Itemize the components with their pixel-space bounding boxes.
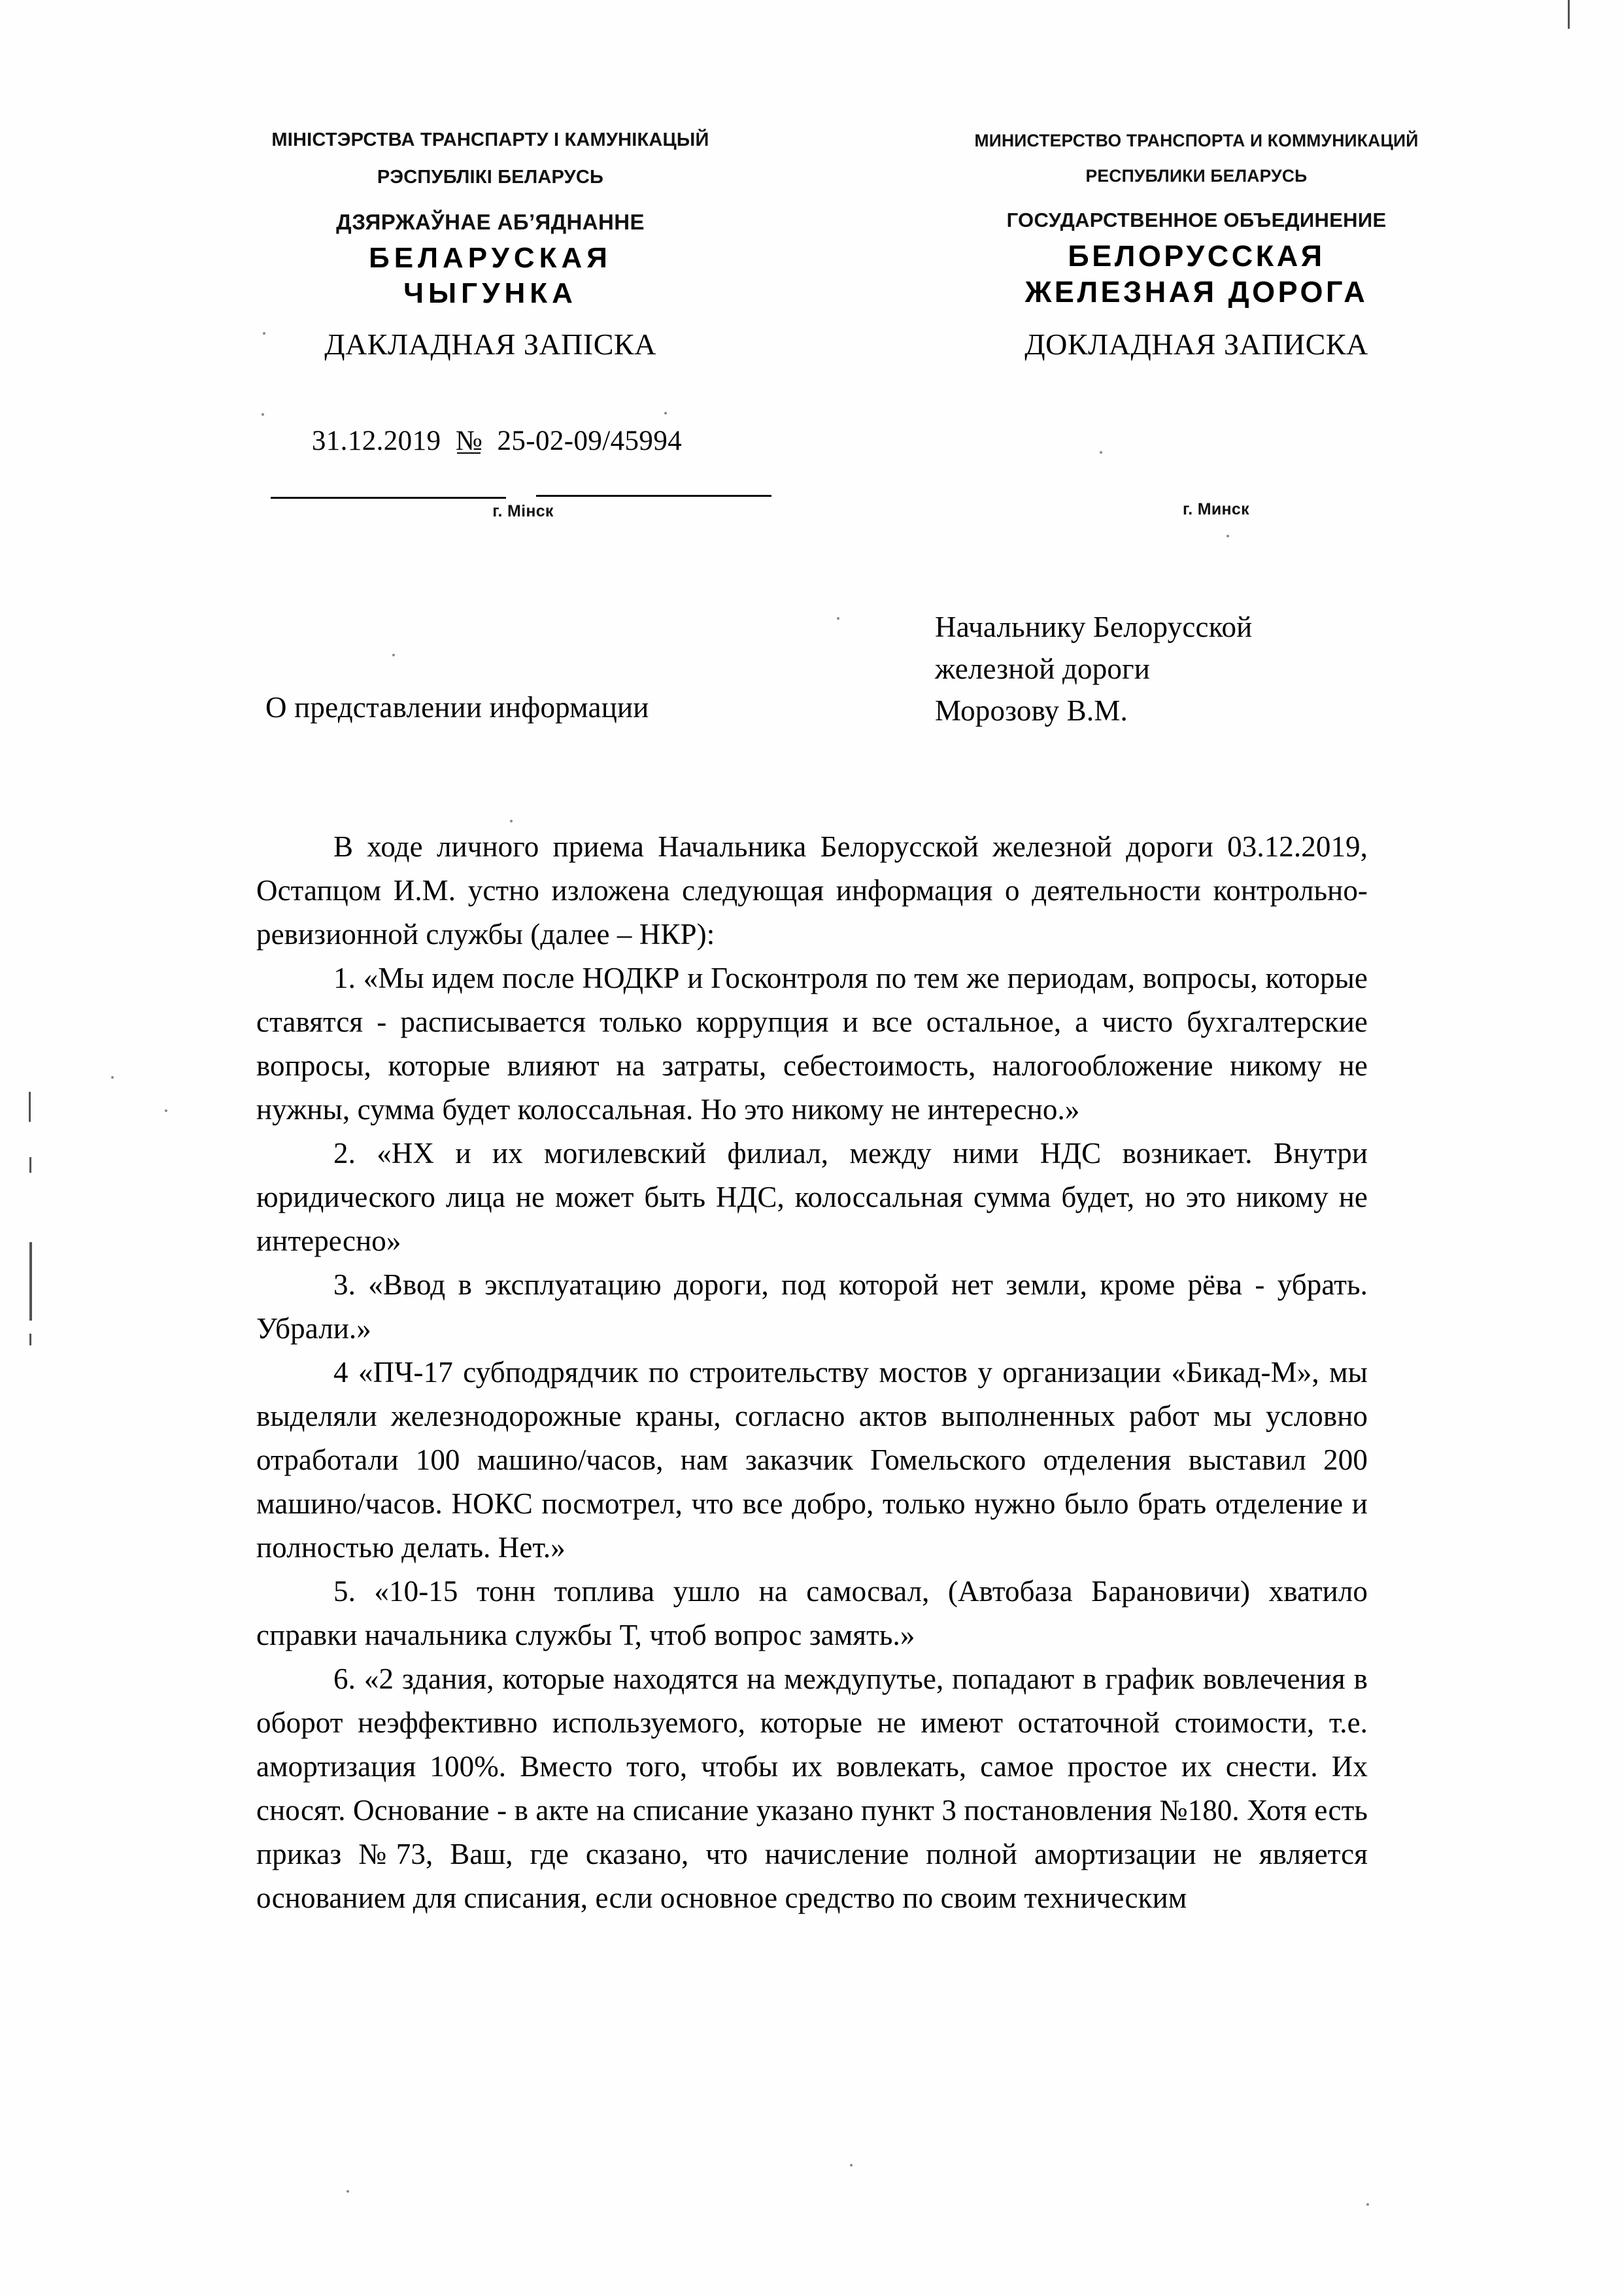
letterhead-russian <box>935 123 1458 309</box>
registration-rule-right <box>536 495 771 497</box>
scan-speck <box>510 820 513 822</box>
document-body <box>256 825 1368 1920</box>
scan-speck <box>111 1076 114 1079</box>
registration-date: 31.12.2019 <box>311 426 441 456</box>
ministry-line-2-ru: РЕСПУБЛИКИ БЕЛАРУСЬ <box>1085 166 1308 186</box>
org-name-line-1-ru: БЕЛОРУССКАЯ <box>1068 239 1325 273</box>
scan-speck <box>262 413 264 416</box>
scan-speck <box>837 617 839 620</box>
number-sign: № <box>455 426 483 456</box>
registration-number: 25-02-09/45994 <box>497 426 683 456</box>
scan-speck <box>664 412 667 414</box>
scan-speck <box>165 1109 167 1112</box>
city-russian: г. Минск <box>1183 500 1249 518</box>
body-paragraph-item-1: 1. «Мы идем после НОДКР и Госконтроля по тем же периодам, вопросы, которые ставятся - расписывается только коррупция и все остальное, а чисто бухгалтерские вопросы, которые влияют на затраты, себестоимость, налогообложение никому не нужны, сумма будет колоссальная. Но это никому не интересно.» <box>256 962 1368 1126</box>
scan-edge-mark <box>29 1157 31 1173</box>
addressee-line-1: Начальнику Белорусской <box>935 611 1253 643</box>
scan-speck <box>1100 451 1102 454</box>
org-name-line-2-ru: ЖЕЛЕЗНАЯ ДОРОГА <box>1024 275 1368 309</box>
scan-speck <box>347 2190 349 2193</box>
subject-line: О представлении информации <box>265 691 649 724</box>
city-belarusian: г. Мінск <box>492 502 554 520</box>
org-kind-ru: ГОСУДАРСТВЕННОЕ ОБЪЕДИНЕНИЕ <box>1006 208 1387 231</box>
org-name-line-1-be: БЕЛАРУСКАЯ <box>369 242 612 275</box>
ministry-line-1-ru: МИНИСТЕРСТВО ТРАНСПОРТА И КОММУНИКАЦИЙ <box>974 131 1419 150</box>
body-paragraph-intro: В ходе личного приема Начальника Белорусской железной дороги 03.12.2019, Остапцом И.М. устно изложена следующая информация о деятельности контрольно-ревизионной службы (далее – НКР): <box>256 830 1368 951</box>
addressee-line-3: Морозову В.М. <box>935 694 1128 727</box>
scan-speck <box>1226 535 1229 537</box>
scan-edge-mark <box>29 1092 31 1122</box>
addressee-line-2: железной дороги <box>935 652 1151 685</box>
letterhead-belarusian <box>248 122 732 311</box>
ministry-line-1-be: МІНІСТЭРСТВА ТРАНСПАРТУ І КАМУНІКАЦЫЙ <box>271 129 709 150</box>
body-paragraph-item-3: 3. «Ввод в эксплуатацию дороги, под которой нет земли, кроме рёва - убрать. Убрали.» <box>256 1268 1368 1345</box>
document-title-belarusian: ДАКЛАДНАЯ ЗАПІСКА <box>324 328 656 361</box>
org-name-line-2-be: ЧЫГУНКА <box>403 277 577 309</box>
registration-line <box>248 425 745 457</box>
document-title-russian: ДОКЛАДНАЯ ЗАПИСКА <box>1024 328 1368 361</box>
body-paragraph-item-6: 6. «2 здания, которые находятся на междупутье, попадают в график вовлечения в оборот неэффективно используемого, которые не имеют остаточной стоимости, т.е. амортизация 100%. Вместо того, чтобы их вовлекать, самое простое их снести. Их сносят. Основание - в акте на списание указано пункт 3 постановления №180. Хотя есть приказ №73, Ваш, где сказано, что начисление полной амортизации не является основанием для списания, если основное средство по своим техническим <box>256 1662 1368 1914</box>
org-kind-be: ДЗЯРЖАЎНАЕ АБ’ЯДНАННЕ <box>336 210 645 235</box>
ministry-line-2-be: РЭСПУБЛІКІ БЕЛАРУСЬ <box>377 166 604 188</box>
scan-speck <box>392 654 395 656</box>
scan-edge-mark <box>29 1334 31 1345</box>
scan-speck <box>1366 2203 1369 2206</box>
addressee-block <box>935 607 1523 732</box>
body-paragraph-item-4: 4 «ПЧ-17 субподрядчик по строительству мостов у организации «Бикад-М», мы выделяли железнодорожные краны, согласно актов выполненных работ мы условно отработали 100 машино/часов, нам заказчик Гомельского отделения выставил 200 машино/часов. НОКС посмотрел, что все добро, только нужно было брать отделение и полностью делать. Нет.» <box>256 1356 1368 1564</box>
scan-speck <box>850 2164 853 2167</box>
scan-edge-mark <box>29 1242 32 1321</box>
scan-edge-mark <box>1568 0 1570 29</box>
registration-rule-left <box>271 497 506 499</box>
body-paragraph-item-5: 5. «10-15 тонн топлива ушло на самосвал, (Автобаза Барановичи) хватило справки начальника службы Т, чтоб вопрос замять.» <box>256 1575 1368 1651</box>
body-paragraph-item-2: 2. «НХ и их могилевский филиал, между ними НДС возникает. Внутри юридического лица не может быть НДС, колоссальная сумма будет, но это никому не интересно» <box>256 1137 1368 1257</box>
